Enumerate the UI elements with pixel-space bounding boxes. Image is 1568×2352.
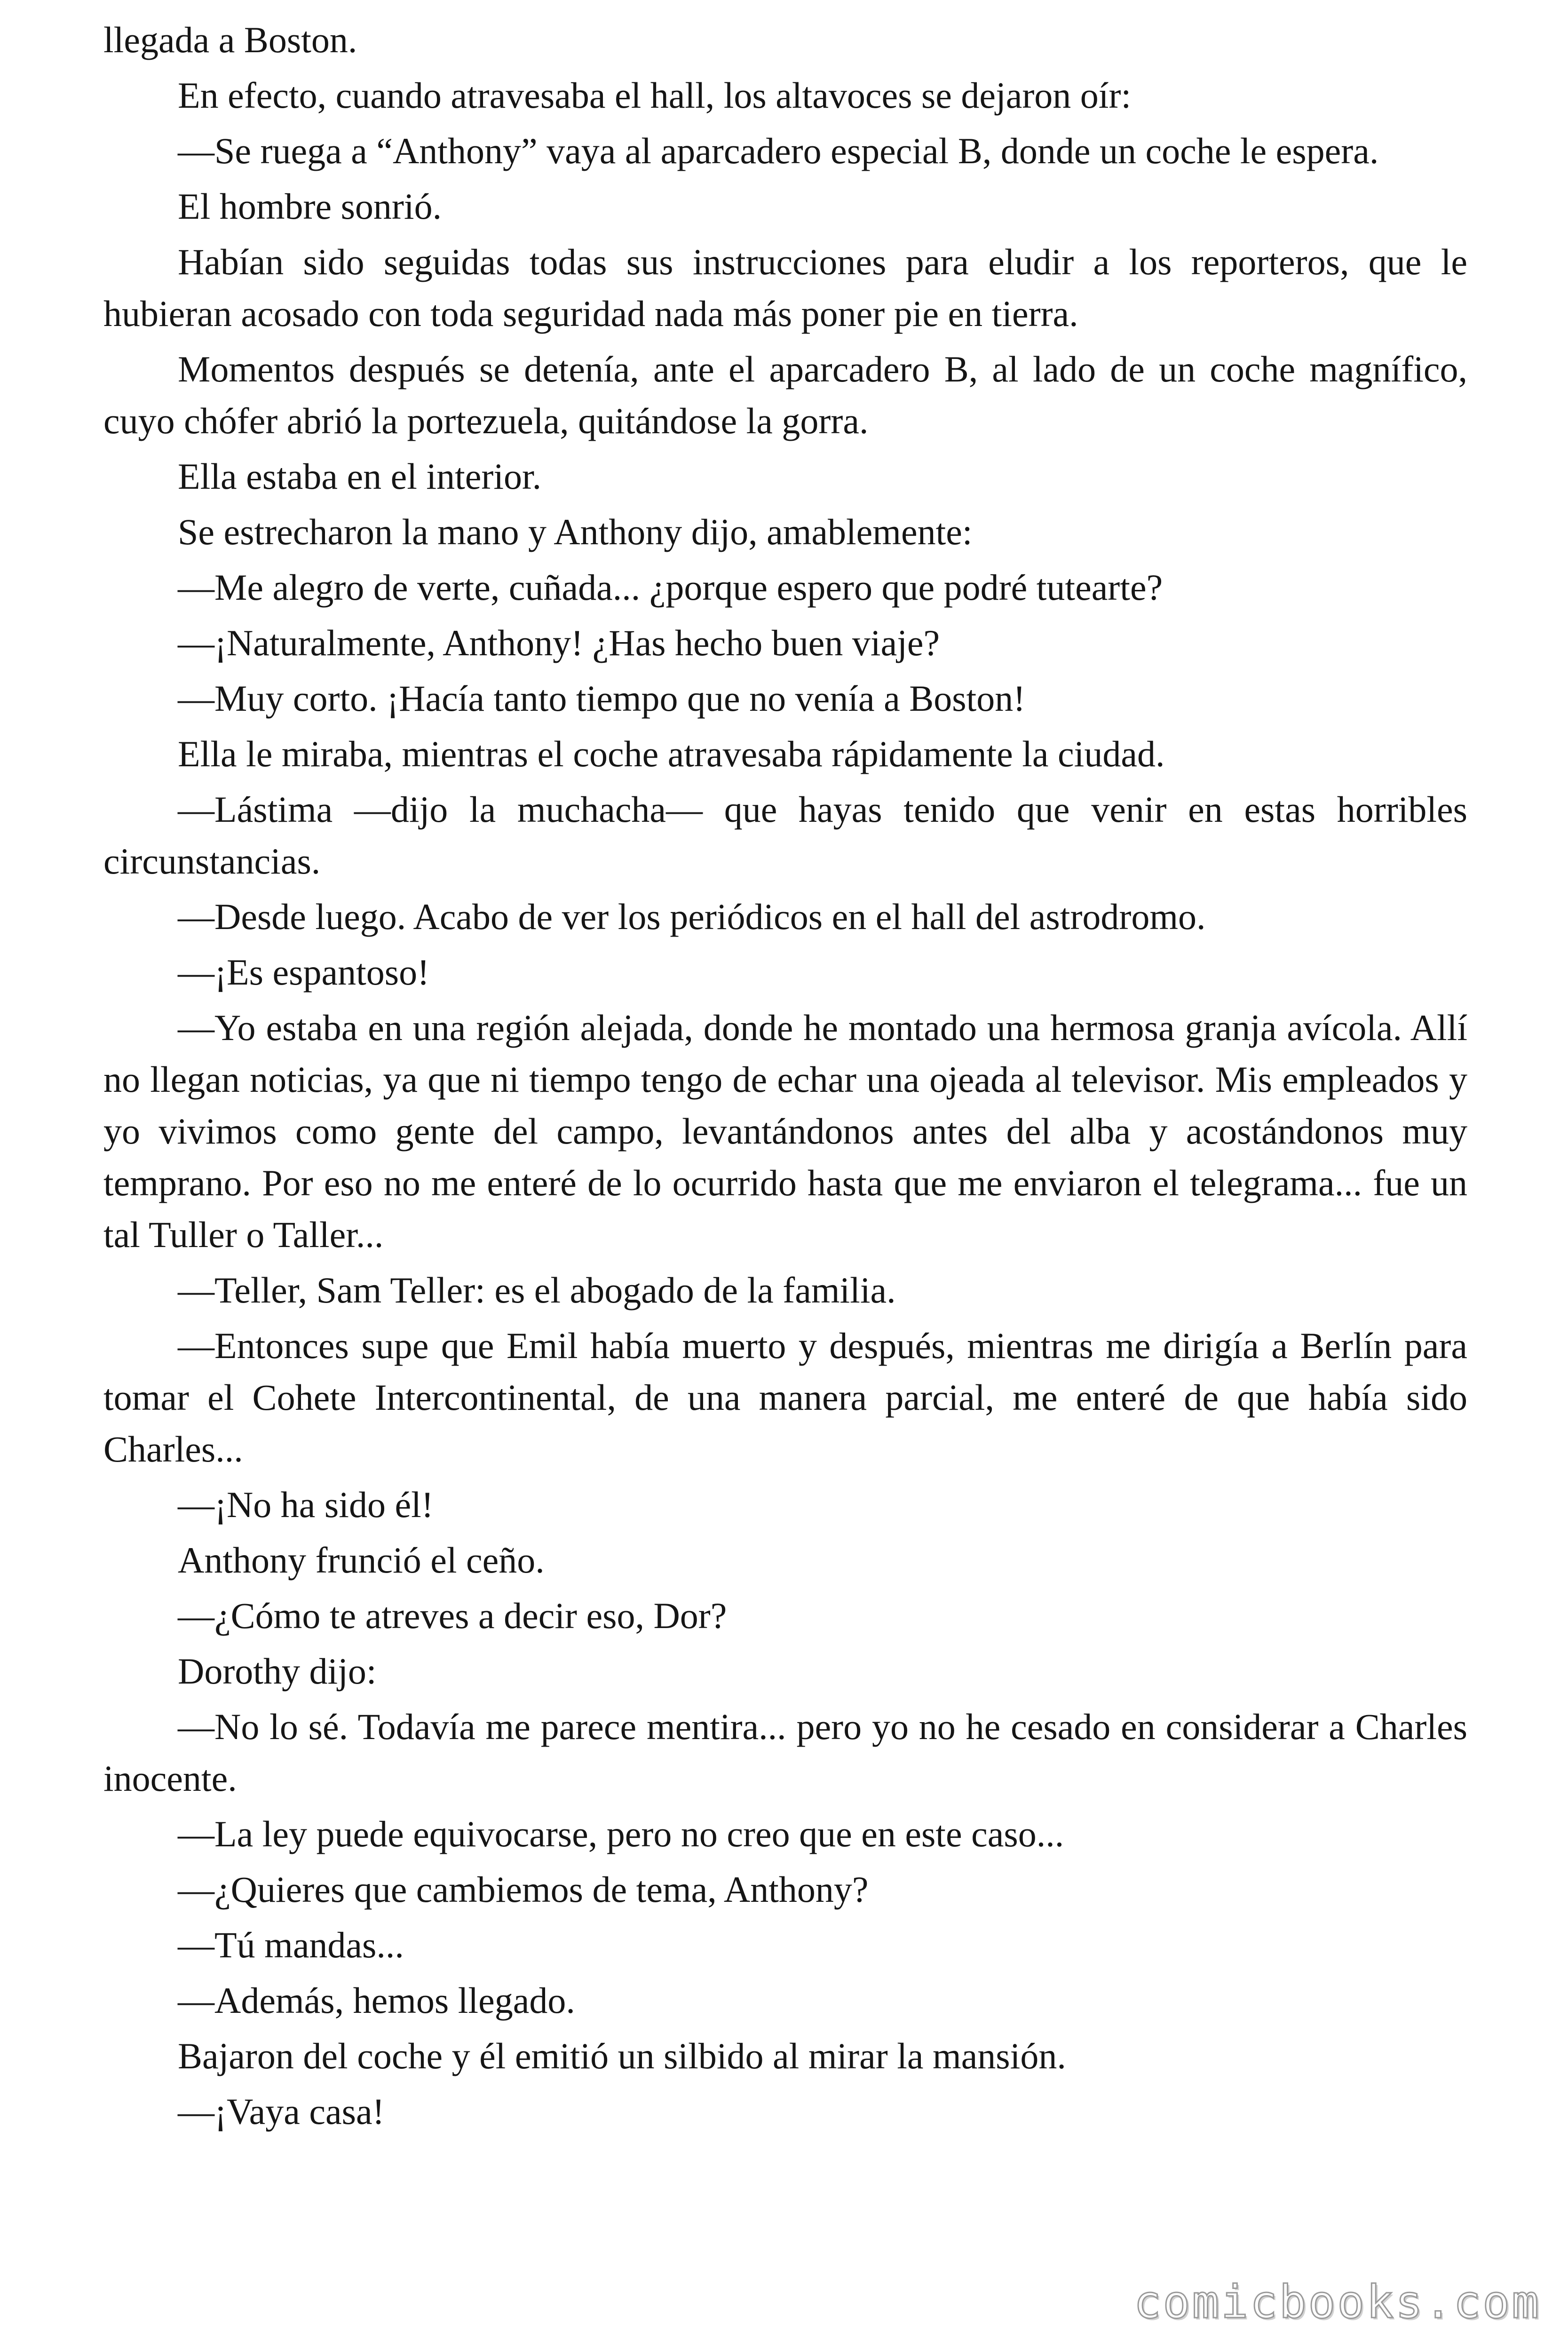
paragraph: —Muy corto. ¡Hacía tanto tiempo que no venía a Boston! (178, 678, 1026, 719)
paragraph: Ella estaba en el interior. (178, 456, 542, 497)
paragraph: —No lo sé. Todavía me parece mentira... pero yo no he cesado en considerar a Charles inocente. (103, 1706, 1467, 1799)
paragraph: —Tú mandas... (178, 1924, 404, 1965)
paragraph: —Además, hemos llegado. (178, 1980, 575, 2021)
paragraph: Bajaron del coche y él emitió un silbido al mirar la mansión. (178, 2035, 1066, 2076)
paragraph: —Desde luego. Acabo de ver los periódicos en el hall del astrodromo. (178, 896, 1206, 937)
paragraph: —Entonces supe que Emil había muerto y después, mientras me dirigía a Berlín para tomar el Cohete Intercontinental, de una manera parcial, me enteré de que había sido Charles... (103, 1325, 1467, 1470)
paragraph: llegada a Boston. (103, 19, 357, 60)
watermark-logo: comicbooks.com (1133, 2276, 1541, 2328)
paragraph: Se estrecharon la mano y Anthony dijo, amablemente: (178, 511, 973, 552)
paragraph: —Yo estaba en una región alejada, donde he montado una hermosa granja avícola. Allí no llegan noticias, ya que ni tiempo tengo de echar una ojeada al televisor. Mis empleados y yo vivimos como gente del campo, levantándonos antes del alba y acostándonos muy temprano. Por eso no me enteré de lo ocurrido hasta que me enviaron el telegrama... fue un tal Tuller o Taller... (103, 1007, 1467, 1255)
paragraph: —Se ruega a “Anthony” vaya al aparcadero especial B, donde un coche le espera. (178, 130, 1379, 171)
paragraph: —Me alegro de verte, cuñada... ¿porque espero que podré tutearte? (178, 567, 1163, 608)
document-page (103, 14, 1467, 2286)
paragraph: —¡No ha sido él! (178, 1484, 434, 1525)
paragraph: —La ley puede equivocarse, pero no creo que en este caso... (178, 1813, 1064, 1854)
paragraph: Ella le miraba, mientras el coche atravesaba rápidamente la ciudad. (178, 733, 1165, 774)
paragraph: En efecto, cuando atravesaba el hall, los altavoces se dejaron oír: (178, 75, 1132, 116)
paragraph: Momentos después se detenía, ante el aparcadero B, al lado de un coche magnífico, cuyo chófer abrió la portezuela, quitándose la gorra. (103, 349, 1467, 441)
paragraph: —¿Quieres que cambiemos de tema, Anthony? (178, 1869, 869, 1910)
paragraph: —¡Vaya casa! (178, 2091, 385, 2132)
paragraph: —¿Cómo te atreves a decir eso, Dor? (178, 1595, 727, 1636)
paragraph: Habían sido seguidas todas sus instrucciones para eludir a los reporteros, que le hubieran acosado con toda seguridad nada más poner pie en tierra. (103, 241, 1467, 334)
paragraph: Anthony frunció el ceño. (178, 1540, 545, 1581)
paragraph: —¡Es espantoso! (178, 952, 430, 993)
paragraph: —¡Naturalmente, Anthony! ¿Has hecho buen viaje? (178, 622, 940, 663)
paragraph: —Teller, Sam Teller: es el abogado de la familia. (178, 1270, 896, 1311)
paragraph: Dorothy dijo: (178, 1651, 377, 1692)
paragraph: El hombre sonrió. (178, 186, 442, 227)
paragraph: —Lástima —dijo la muchacha— que hayas tenido que venir en estas horribles circunstancias. (103, 789, 1467, 882)
